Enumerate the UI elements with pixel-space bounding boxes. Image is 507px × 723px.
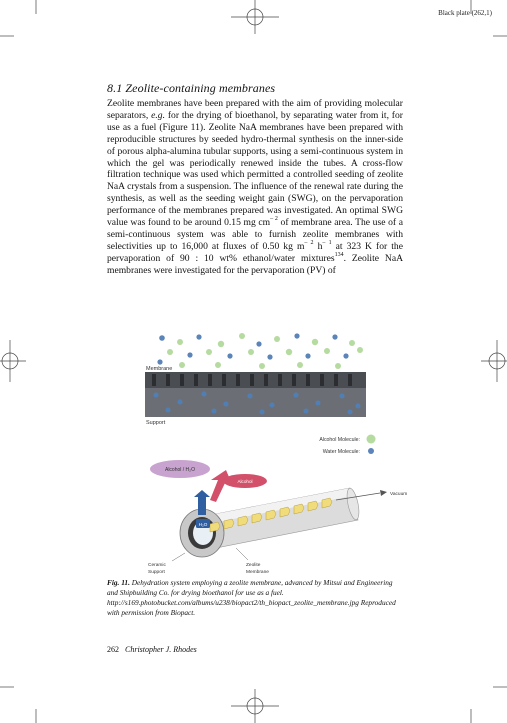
page-number: 262 xyxy=(107,645,119,654)
label-zeolite: Zeolite xyxy=(246,563,261,568)
label-vacuum: Vacuum xyxy=(390,492,408,497)
figure-caption: Fig. 11. Dehydration system employing a zeolite membrane, advanced by Mitsui and Engineering and Shipbuilding Co. for drying bioethanol for use as a fuel. http://s169.photobucket.com/albums/u238/biopact2/th_biopact_zeolite_membrane.jpg Reproduced with permission from Biopact. xyxy=(107,578,396,617)
legend-alcohol-swatch xyxy=(367,435,376,444)
label-ceramic-2: Support xyxy=(148,570,165,575)
legend-alcohol: Alcohol Molecule: xyxy=(319,437,360,443)
label-zeolite-2: Membrane xyxy=(246,570,269,575)
running-author: Christopher J. Rhodes xyxy=(125,645,197,654)
label-h2o: H₂O xyxy=(198,522,208,527)
legend-water-swatch xyxy=(368,448,374,454)
alcohol-arrow-icon xyxy=(210,470,232,502)
label-ceramic: Ceramic xyxy=(148,563,166,568)
tube-diagram xyxy=(148,460,407,575)
water-arrow-up-icon xyxy=(194,490,210,497)
molecules-above-membrane xyxy=(157,333,363,369)
plate-label: Black plate (262,1) xyxy=(438,9,492,17)
bubble-alcohol: Alcohol xyxy=(237,479,253,484)
section-heading: 8.1 Zeolite-containing membranes xyxy=(107,81,276,95)
bubble-alcohol-water: Alcohol / H₂O xyxy=(164,467,196,473)
legend-water: Water Molecule: xyxy=(322,449,360,455)
label-support: Support xyxy=(146,420,166,426)
page-footer xyxy=(107,645,197,654)
label-membrane: Membrane xyxy=(146,366,173,372)
body-paragraph: Zeolite membranes have been prepared with the aim of providing molecular separators, e.g. for the drying of bioethanol, by separating water from it, for use as a fuel (Figure 11). Zeolite NaA membranes have been prepared with reproducible structures by seeded hydro-thermal synthesis on the inner-side of porous alpha-alumina tubular supports, using a semi-continuous system in which the gel was periodically renewed inside the tubes. A cross-flow filtration technique was used which permitted a controlled seeding of zeolite NaA crystals from a suspension. The influence of the renewal rate during the synthesis, as well as the seeding weight gain (SWG), on the pervaporation performance of the membranes prepared was investigated. An optimal SWG value was found to be around 0.15 mg $cm^{- 2}$ of membrane area. The use of a semi-continuous system was able to furnish zeolite membranes with selectivities up to 16,000 at fluxes of 0.50 kg $m^{- 2}$ $h^{- 1}$ at 323 K for the pervaporation of 90 : 10 wt% ethanol/water mixtures$^{134}$. Zeolite NaA membranes were investigated for the pervaporation (PV) of xyxy=(107,98,404,276)
